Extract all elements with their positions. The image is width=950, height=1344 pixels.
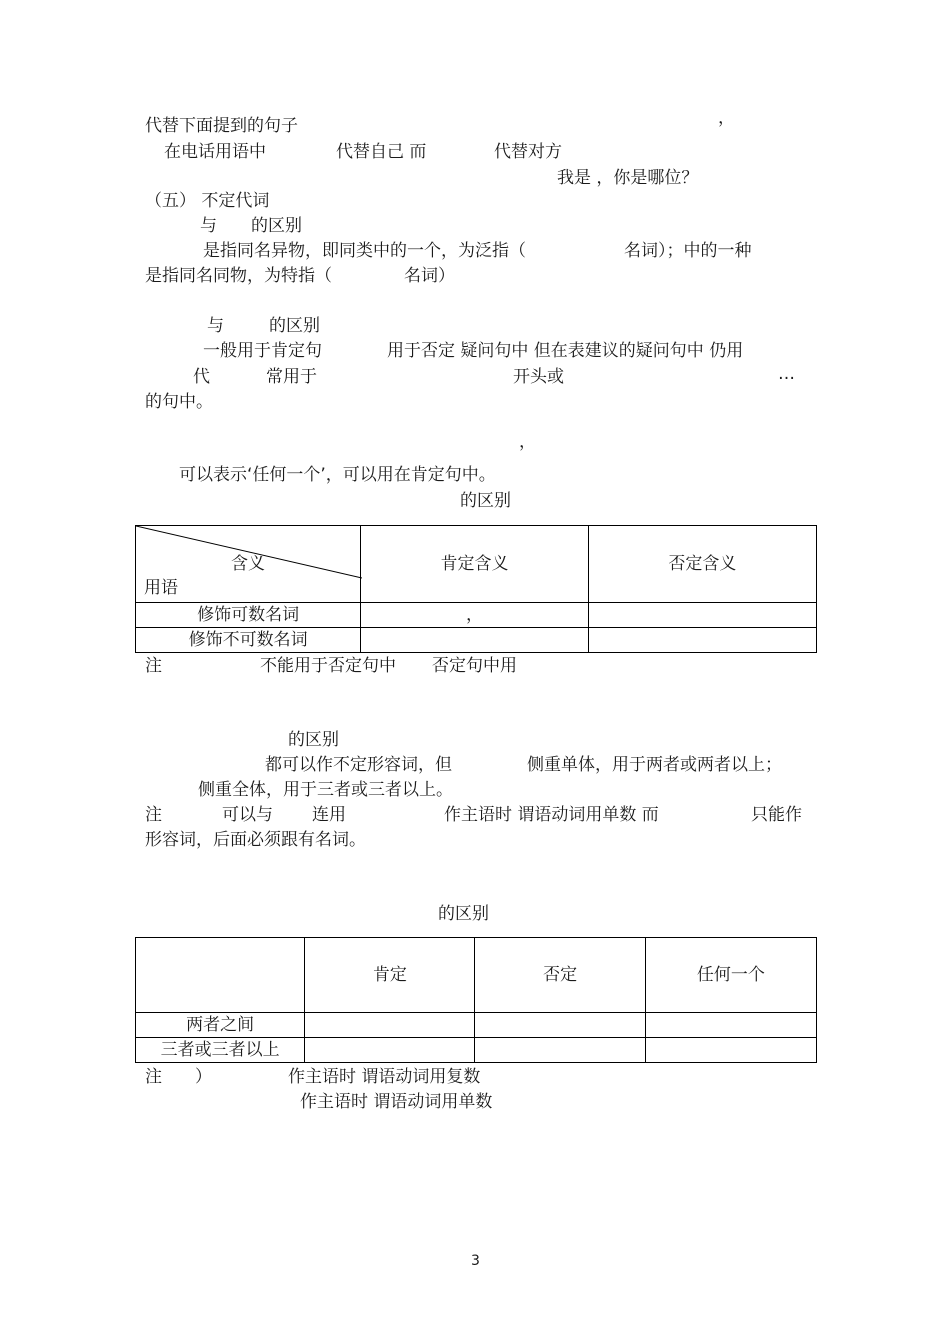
header-affirmative: 肯定含义 — [361, 526, 588, 603]
text-line-3: 我是 ，你是哪位？ — [557, 168, 699, 188]
text-line-11: 的句中。 — [145, 392, 213, 412]
table-row — [136, 603, 817, 628]
note2-label: 注 — [145, 805, 162, 825]
note3-line-2: 作主语时 谓语动词用单数 — [300, 1092, 493, 1112]
section-heading: （五） 不定代词 — [145, 191, 270, 211]
text-line-5a: 与 — [200, 216, 217, 236]
note1-text-b: 不能用于否定句中 — [260, 656, 396, 676]
text-line-10c: 开头或 — [513, 367, 564, 387]
cell-empty — [361, 628, 588, 653]
header-positive: 肯定 — [305, 938, 475, 1013]
cell-empty — [645, 1013, 816, 1038]
table-row — [136, 628, 817, 653]
text-line-9a: 一般用于肯定句 — [203, 341, 322, 361]
table-meaning — [135, 525, 817, 653]
note3-label: 注 — [145, 1067, 162, 1087]
note1-text-c: 否定句中用 — [432, 656, 517, 676]
note1-label: 注 — [145, 656, 162, 676]
block2-line-1b: 侧重单体，用于两者或两者以上； — [527, 755, 782, 775]
header-negative: 否定含义 — [588, 526, 816, 603]
text-line-6b: 名词）；中的一种 — [624, 241, 752, 261]
block2-line-3c: 连用 — [312, 805, 346, 825]
table1-diagonal-header — [136, 526, 361, 603]
header-terms: 用语 — [144, 578, 178, 598]
text-line-7a: 是指同名同物，为特指（ — [145, 266, 332, 286]
text-line-10a: 代 — [193, 367, 210, 387]
text-line-2c: 代替对方 — [494, 142, 562, 162]
text-ellipsis: … — [778, 364, 795, 384]
text-line-2b: 代替自己 而 — [336, 142, 427, 162]
block2-line-3e: 只能作 — [751, 805, 802, 825]
text-line-1: 代替下面提到的句子 — [145, 116, 298, 136]
subheading-1: 的区别 — [251, 216, 302, 236]
cell-empty — [305, 1038, 475, 1063]
text-line-7b: 名词） — [404, 266, 455, 286]
table-comparison — [135, 937, 817, 1063]
cell-comma: ， — [361, 603, 588, 628]
block2-line-4: 形容词，后面必须跟有名词。 — [145, 830, 366, 850]
text-line-8a: 与 — [207, 316, 224, 336]
subheading-2: 的区别 — [269, 316, 320, 336]
table1-title: 的区别 — [460, 491, 511, 511]
cell-empty — [645, 1038, 816, 1063]
note3-paren: ） — [195, 1067, 212, 1087]
header-any: 任何一个 — [645, 938, 816, 1013]
cell-empty — [588, 628, 816, 653]
note3-line-1: 作主语时 谓语动词用复数 — [288, 1067, 481, 1087]
text-line-2a: 在电话用语中 — [164, 142, 266, 162]
header-negative-2: 否定 — [475, 938, 645, 1013]
text-line-9b: 用于否定 疑问句中 但在表建议的疑问句中 仍用 — [387, 341, 744, 361]
header-meaning: 含义 — [231, 554, 265, 574]
cell-empty — [475, 1038, 645, 1063]
text-line-6a: 是指同名异物，即同类中的一个，为泛指（ — [203, 241, 526, 261]
table-row — [136, 1013, 817, 1038]
row-countable: 修饰可数名词 — [136, 603, 361, 628]
block2-line-3d: 作主语时 谓语动词用单数 而 — [444, 805, 659, 825]
block2-line-3b: 可以与 — [222, 805, 273, 825]
text-comma-2: ， — [519, 432, 536, 452]
cell-empty — [305, 1013, 475, 1038]
text-comma: ， — [718, 108, 735, 128]
text-line-10b: 常用于 — [266, 367, 317, 387]
cell-empty — [475, 1013, 645, 1038]
table2-title: 的区别 — [438, 904, 489, 924]
page-number: 3 — [471, 1253, 480, 1269]
row-two: 两者之间 — [136, 1013, 305, 1038]
header-empty — [136, 938, 305, 1013]
text-line-13: 可以表示‘任何一个’，可以用在肯定句中。 — [179, 465, 496, 485]
block2-line-2: 侧重全体，用于三者或三者以上。 — [198, 780, 453, 800]
block2-line-1a: 都可以作不定形容词，但 — [265, 755, 452, 775]
cell-empty — [588, 603, 816, 628]
row-three-plus: 三者或三者以上 — [136, 1038, 305, 1063]
row-uncountable: 修饰不可数名词 — [136, 628, 361, 653]
table-row — [136, 1038, 817, 1063]
subheading-3: 的区别 — [288, 730, 339, 750]
